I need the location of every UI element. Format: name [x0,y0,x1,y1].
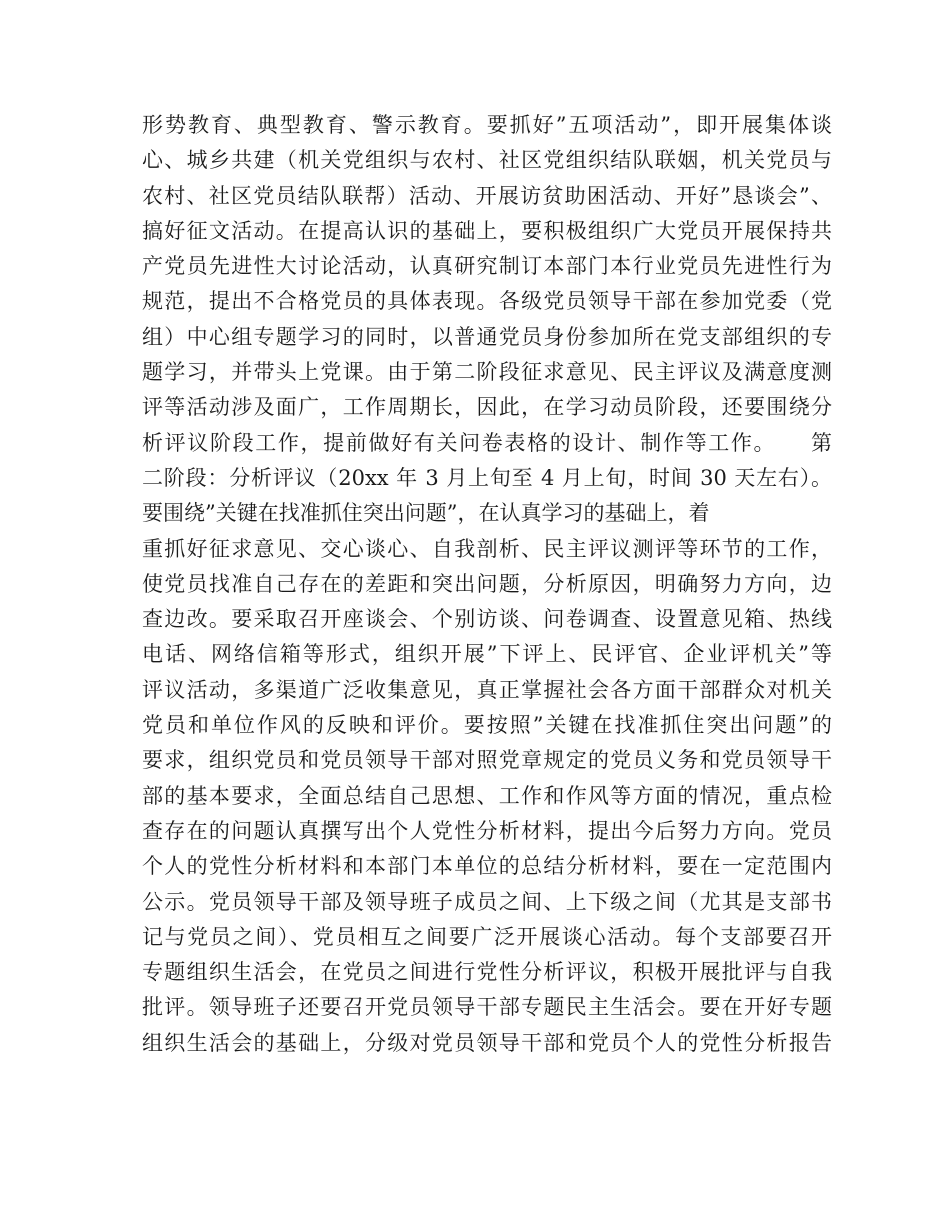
text-line: 形势教育、典型教育、警示教育。要抓好”五项活动”，即开展集体谈 [142,113,832,137]
text-line: 查存在的问题认真撰写出个人党性分析材料，提出今后努力方向。党员 [142,818,832,843]
text-line: 查边改。要采取召开座谈会、个别访谈、问卷调查、设置意见箱、热线 [142,607,832,632]
text-line: 公示。党员领导干部及领导班子成员之间、上下级之间（尤其是支部书 [142,889,832,914]
text-line: 搞好征文活动。在提高认识的基础上，要积极组织广大党员开展保持共 [142,218,832,243]
text-line: 组织生活会的基础上，分级对党员领导干部和党员个人的党性分析报告 [142,1030,832,1055]
text-line: 二阶段：分析评议（20xx 年 3 月上旬至 4 月上旬，时间 30 天左右）。 [142,465,832,490]
text-line: 要围绕”关键在找准抓住突出问题”，在认真学习的基础上，着 [142,501,710,526]
text-line: 使党员找准自己存在的差距和突出问题，分析原因，明确努力方向，边 [142,571,832,596]
text-line: 产党员先进性大讨论活动，认真研究制订本部门本行业党员先进性行为 [142,254,832,279]
text-line: 记与党员之间）、党员相互之间要广泛开展谈心活动。每个支部要召开 [142,924,832,949]
text-line: 党员和单位作风的反映和评价。要按照”关键在找准抓住突出问题”的 [142,713,832,738]
text-line: 析评议阶段工作，提前做好有关问卷表格的设计、制作等工作。 第 [142,430,832,455]
text-line: 专题组织生活会，在党员之间进行党性分析评议，积极开展批评与自我 [142,960,832,985]
body-text [142,108,832,1061]
text-line: 重抓好征求意见、交心谈心、自我剖析、民主评议测评等环节的工作， [142,536,832,561]
text-line: 农村、社区党员结队联帮）活动、开展访贫助困活动、开好”恳谈会”、 [142,183,832,208]
text-line: 要求，组织党员和党员领导干部对照党章规定的党员义务和党员领导干 [142,748,832,773]
text-line: 评等活动涉及面广，工作周期长，因此，在学习动员阶段，还要围绕分 [142,395,832,420]
text-line: 评议活动，多渠道广泛收集意见，真正掌握社会各方面干部群众对机关 [142,677,832,702]
text-line: 心、城乡共建（机关党组织与农村、社区党组织结队联姻，机关党员与 [142,148,832,173]
text-line: 电话、网络信箱等形式，组织开展”下评上、民评官、企业评机关”等 [142,642,832,667]
text-line: 部的基本要求，全面总结自己思想、工作和作风等方面的情况，重点检 [142,783,832,808]
text-line: 规范，提出不合格党员的具体表现。各级党员领导干部在参加党委（党 [142,289,832,314]
text-line: 批评。领导班子还要召开党员领导干部专题民主生活会。要在开好专题 [142,995,832,1020]
text-line: 题学习，并带头上党课。由于第二阶段征求意见、民主评议及满意度测 [142,360,832,385]
text-line: 组）中心组专题学习的同时，以普通党员身份参加所在党支部组织的专 [142,324,832,349]
text-line: 个人的党性分析材料和本部门本单位的总结分析材料，要在一定范围内 [142,854,832,879]
